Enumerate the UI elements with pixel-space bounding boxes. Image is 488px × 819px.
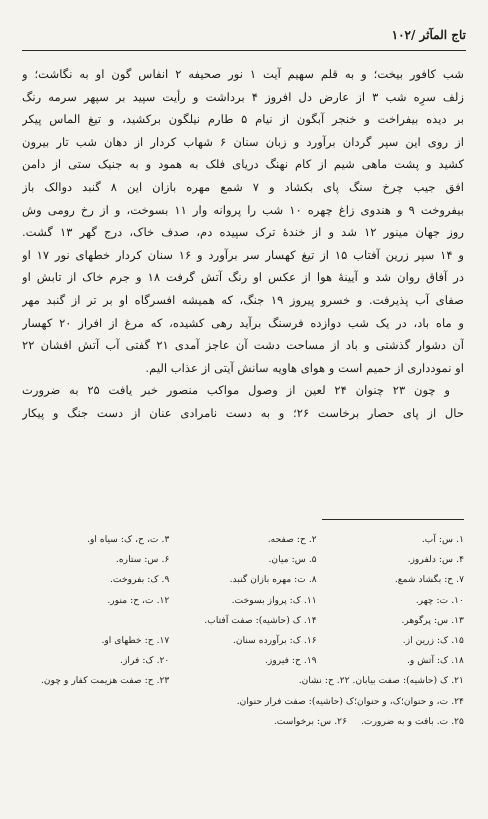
footnote-row: [22, 611, 464, 631]
footnote: ۱۳. س: پرگوهر.: [401, 614, 464, 626]
footnote-row: [22, 530, 464, 550]
footnote: ۳. ت، ح، ک: سیاه او.: [87, 534, 170, 545]
footnote: ۱۲. ت، ح: منور.: [107, 594, 170, 606]
footnote: ۵. س: میان.: [268, 554, 317, 566]
footnote: ۲۶. س: برخواست.: [273, 715, 348, 727]
text-line: و ماه باد، در یک شب دوازده فرسنگ برآید رهی کشیده، که مرغ از افراز ۲۰ کهسار: [22, 315, 464, 330]
text-line: و ۱۴ سپر زرین آفتاب ۱۵ از تیغ کهسار سر برآورد و ۱۶ سنان کردار خطهای نور ۱۷ او: [22, 247, 464, 262]
text-line: زلف سرِه شب ۳ از عارض دل افروز ۴ برداشت و رأیت سپید بر سپهر سرمه رنگ: [22, 89, 464, 104]
footnote-row: [22, 692, 464, 712]
footnote: ۲۰. ک: فراز.: [120, 655, 170, 667]
footnote: ۴. س: دلفروز.: [407, 554, 464, 566]
footnote: ۲۵. ت. بافت و به ضرورت.: [361, 715, 464, 727]
text-line: آن دشوار گذشتی و باد از مساحت دشت آن عاجز آمدی ۲۱ گفتی آب آتش افشان ۲۲: [22, 338, 464, 353]
header-rule: [22, 50, 466, 51]
page-header: [24, 28, 466, 46]
footnote: ۱۰. ت: چهر.: [415, 594, 464, 606]
text-line: بیفروخت ۹ و هندوی زاغ چهره ۱۰ شب را پروانه وار ۱۱ بسوخت، و از رخ رومی وش: [22, 202, 464, 217]
footnote: ۲۳. ح: صفت هزیمت کفار و چون.: [40, 675, 170, 687]
footnotes: [22, 530, 464, 732]
footnote: ۱۹. ح: فیروز.: [264, 655, 317, 667]
footnote-row: [22, 631, 464, 651]
text-line: افق جیب چرخ سنگ پای بکشاد و ۷ شمع مهره بازان این ۸ گنبد دوالک باز: [22, 179, 464, 194]
footnote: ۱۵. ک: زرین از.: [402, 634, 464, 646]
footnote: ۲. ح: صفحه.: [267, 534, 317, 545]
footnote: [22, 611, 169, 631]
text-line: کشید و پشت ماهی شیم از کام نهنگ دریای فلک به همود و به جنیک ستی از دامن: [22, 157, 464, 172]
footnote: ۷. ح: بگشاد شمع.: [394, 574, 464, 586]
footnote: ۱۴. ک (حاشیه): صفت آفتاب.: [204, 614, 317, 626]
footnote-row: [22, 712, 464, 732]
text-line: صفای آب پذیرفت. و خسرو پیروز ۱۹ جنگ، که همیشه افسرگاه او بر تر از گنبد مهر: [22, 292, 464, 307]
footnote-row: [22, 671, 464, 691]
text-line: و چون ۲۳ چنوان ۲۴ لعین از وصول مواکب منصور خبر یافت ۲۵ به ضرورت: [22, 383, 450, 398]
footnote-row: [22, 550, 464, 570]
footnote: ۱۷. ح: خطهای او.: [101, 634, 170, 646]
footnote: ۱۶. ک: برآورده سنان.: [232, 634, 317, 646]
footnote: ۸. ت: مهره بازان گنبد.: [229, 574, 317, 586]
footnote: ۶. س: ستاره.: [115, 554, 170, 566]
text-line: او نمودداری از حمیم است و هوای هاویه سانش آیتی از عذاب الیم.: [145, 360, 464, 375]
text-line: در آفاق روان شد و آیینهٔ هوا از عکس او رنگ آتش گرفت ۱۸ و جرم خاک از تابش او: [22, 270, 464, 285]
footnote-rule: [322, 519, 464, 520]
footnote: ۲۱. ک (حاشیه): صفت بیابان. ۲۲. ح: نشان.: [298, 675, 464, 687]
footnote: ۱۱. ک: پرواز بسوخت.: [231, 594, 317, 606]
text-line: حال از پای حصار برخاست ۲۶؛ و به دست نامرادی عنان از دست جنگ و پیکار: [22, 405, 464, 420]
text-line: روز جهان مینور ۱۲ شد و از خندهٔ ترک سپیده دم، صدف خاک، درج گهر ۱۳ گشت.: [22, 225, 464, 240]
footnote: ۹. ک: بفروخت.: [110, 574, 170, 586]
running-title: تاج المآثر /۱۰۲: [391, 28, 466, 42]
text-line: شب کافور بیخت؛ و به قلم سهیم آیت ۱ نور صحیفه ۲ انفاس گون او به نگاشت؛ و: [22, 67, 464, 81]
footnote: ۱۸. ک: آتش و.: [406, 655, 464, 667]
text-line: بر دیده بیفراخت و خنجر آبگون از نیام ۵ طارم نیلگون برکشید، و تیغ الماس پیکر: [22, 112, 464, 127]
footnote: ۲۴. ت، و حنوان؛ک، و حنوان؛ک (حاشیه): صفت فرار حنوان.: [236, 695, 464, 707]
footnote-row: [22, 591, 464, 611]
footnote-row: [22, 570, 464, 590]
main-text: [22, 63, 464, 425]
text-line: از روی این سپر گردان برآورد و زبان سنان ۶ شهاب کردار از دهان شب تار بیرون: [22, 134, 464, 149]
footnote: ۱. س: آب.: [421, 534, 464, 545]
footnote-row: [22, 651, 464, 671]
